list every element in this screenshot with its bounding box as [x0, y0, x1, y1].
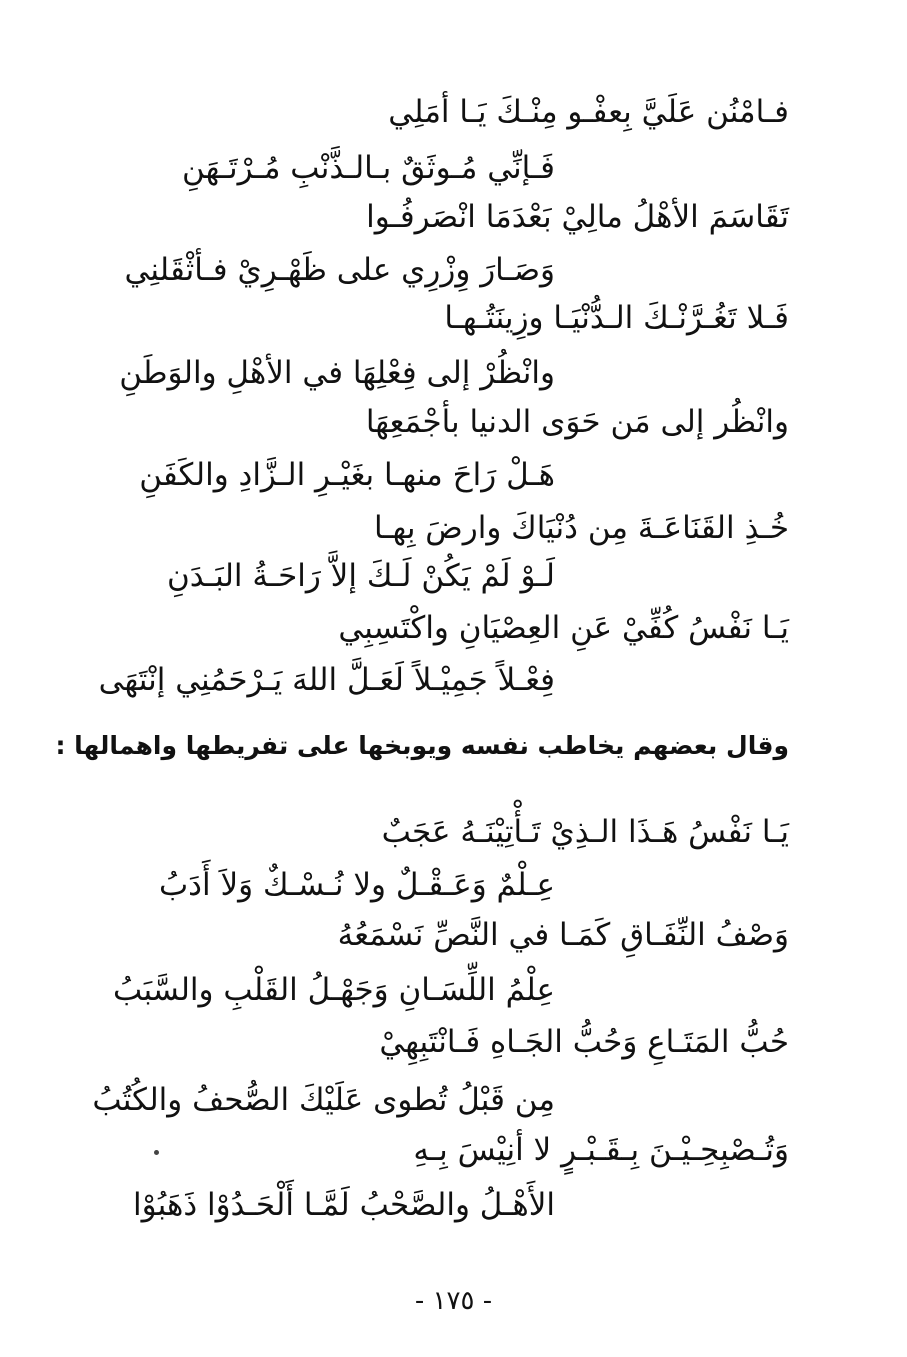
verse-line: وانْظُر إلى مَن حَوَى الدنيا بأجْمَعِهَا	[365, 404, 789, 440]
verse-line: تَقَاسَمَ الأهْلُ مالِيْ بَعْدَمَا انْصَرفُـوا	[366, 199, 789, 235]
verse-line: فَـلا تَغُـرَّنْـكَ الـدُّنْيَـا وزِينَتُـهـا	[444, 300, 789, 336]
verse-line: عِلْمُ اللِّسَـانِ وَجَهْـلُ القَلْبِ والسَّبَبُ	[113, 972, 555, 1008]
verse-line: وَصَـارَ وِزْرِي على ظَهْـرِيْ فـأثْقَلنِي	[124, 252, 555, 288]
section-intro: وقال بعضهم يخاطب نفسه ويوبخها على تفريطها واهمالها :	[55, 731, 789, 760]
verse-line: يَـا نَفْسُ كُفِّيْ عَنِ العِصْيَانِ واكْتَسِبِي	[338, 610, 789, 646]
page-number: - ١٧٥ -	[414, 1286, 493, 1316]
verse-line: الأَهْـلُ والصَّحْبُ لَمَّـا أَلْحَـدُوْا ذَهَبُوْا	[132, 1187, 555, 1223]
verse-line: وَصْفُ النِّفَـاقِ كَمَـا في النَّصِّ نَسْمَعُهُ	[337, 917, 789, 953]
verse-line: مِن قَبْلُ تُطوى عَلَيْكَ الصُّحفُ والكُتُبُ	[92, 1082, 555, 1118]
verse-line: لَـوْ لَمْ يَكُنْ لَـكَ إلاَّ رَاحَـةُ البَـدَنِ	[166, 558, 555, 594]
verse-line: حُبُّ المَتَـاعِ وَحُبُّ الجَـاهِ فَـانْتَبِهِيْ	[379, 1024, 789, 1060]
verse-line: وَتُـصْبِحِـيْـنَ بِـقَـبْـرٍ لا أنِيْسَ بِـهِ	[413, 1132, 789, 1168]
verse-line: وانْظُرْ إلى فِعْلِهَا في الأهْلِ والوَطَنِ	[119, 355, 555, 391]
verse-line: عِـلْمٌ وَعَـقْـلٌ ولا نُـسْـكٌ وَلاَ أَدَبُ	[158, 867, 555, 903]
verse-line: هَـلْ رَاحَ منهـا بغَيْـرِ الـزَّادِ والكَفَنِ	[139, 457, 555, 493]
verse-line: فـامْنُن عَلَيَّ بِعفْـو مِنْـكَ يَـا أمَلِي	[388, 94, 789, 130]
verse-line: فَـإنِّي مُـوثَقٌ بـالـذَّنْبِ مُـرْتَـهَنِ	[182, 150, 555, 186]
verse-line: يَـا نَفْسُ هَـذَا الـذِيْ تَـأْتِيْنَـهُ عَجَبٌ	[381, 814, 789, 850]
verse-line: خُـذِ القَنَاعَـةَ مِن دُنْيَاكَ وارضَ بِهـا	[374, 510, 789, 546]
verse-line: فِعْـلاً جَمِيْـلاً لَعَـلَّ اللهَ يَـرْحَمُنِي إنْتَهَى	[98, 662, 555, 698]
speck-mark	[154, 1150, 159, 1155]
